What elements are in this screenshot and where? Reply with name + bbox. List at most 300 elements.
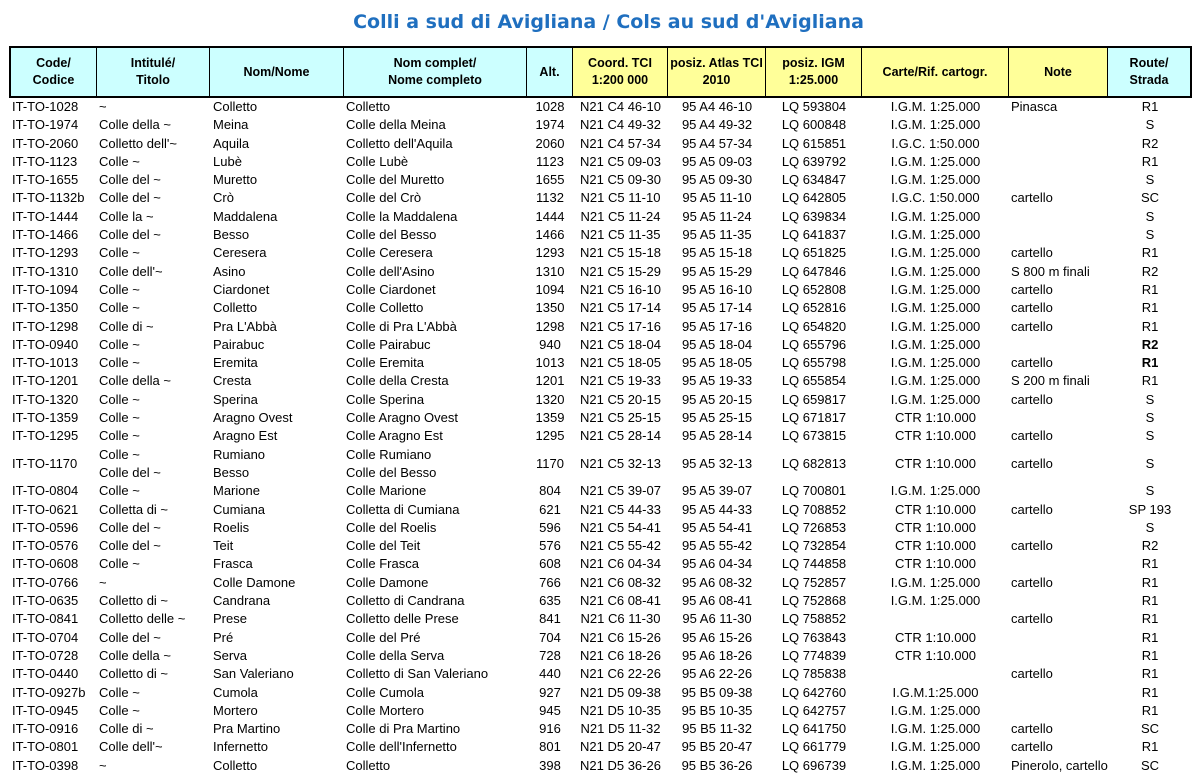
cell-strada: R2 <box>1141 263 1159 279</box>
cell-coord-tci: N21 D5 36-26 <box>580 757 661 773</box>
cell-titolo: Colle del ~ <box>99 519 161 535</box>
cell-igm: LQ 774839 <box>781 647 847 663</box>
column-header-coord-tci: Coord. TCI 1:200 000 <box>573 48 668 96</box>
cell-strada: S <box>1145 172 1155 188</box>
cell-atlas-tci: 95 A5 54-41 <box>681 519 753 535</box>
cell-atlas-tci: 95 A5 16-10 <box>681 281 753 297</box>
cell-alt: 1132 <box>536 190 564 206</box>
table-row <box>9 647 1192 665</box>
cell-atlas-tci: 95 A5 28-14 <box>681 428 753 444</box>
cell-nome: Crò <box>213 190 234 206</box>
cell-nome: Cresta <box>213 373 252 389</box>
cell-carta: CTR 1:10.000 <box>895 428 976 444</box>
table-row <box>9 226 1192 244</box>
cell-nome-completo: Colle Frasca <box>346 556 419 572</box>
cell-nome-completo: Colle Aragno Est <box>346 428 443 444</box>
cell-igm: LQ 647846 <box>781 263 847 279</box>
cell-nome-completo: Colle dell'Infernetto <box>346 739 457 755</box>
column-header-igm: posiz. IGM 1:25.000 <box>766 48 862 96</box>
cell-carta: CTR 1:10.000 <box>895 519 976 535</box>
cell-strada: R1 <box>1141 245 1159 261</box>
cell-carta: I.G.M. 1:25.000 <box>890 172 981 188</box>
cell-titolo: Colle ~ <box>99 355 140 371</box>
cell-atlas-tci: 95 A6 11-30 <box>682 611 752 627</box>
table-row <box>9 189 1192 207</box>
cell-carta: I.G.M. 1:25.000 <box>890 300 981 316</box>
cell-coord-tci: N21 C6 15-26 <box>580 629 661 645</box>
table-body <box>9 98 1192 775</box>
cell-coord-tci: N21 C6 18-26 <box>580 647 661 663</box>
cell-code: IT-TO-0440 <box>12 666 79 682</box>
cell-nome: Muretto <box>213 172 258 188</box>
cell-coord-tci: N21 C5 11-24 <box>580 208 661 224</box>
cell-igm: LQ 752868 <box>781 593 847 609</box>
cell-atlas-tci: 95 A5 39-07 <box>681 483 753 499</box>
cell-titolo: Colletto di ~ <box>99 593 169 609</box>
table-row <box>9 738 1192 756</box>
cell-nome: Ciardonet <box>213 281 270 297</box>
cell-code: IT-TO-0804 <box>12 483 79 499</box>
cell-code: IT-TO-1320 <box>12 391 79 407</box>
cell-titolo: Colletto delle ~ <box>99 611 186 627</box>
cell-titolo: Colle ~ <box>99 702 140 718</box>
cell-titolo: Colle ~ <box>99 281 140 297</box>
cell-alt: 596 <box>539 519 561 535</box>
cell-carta: I.G.C. 1:50.000 <box>891 135 980 151</box>
cell-atlas-tci: 95 A4 57-34 <box>681 135 753 151</box>
cell-code: IT-TO-0945 <box>12 702 79 718</box>
cell-strada: R1 <box>1141 99 1159 114</box>
cell-alt: 927 <box>539 684 561 700</box>
cell-nome: Meina <box>213 117 249 133</box>
cell-atlas-tci: 95 A5 44-33 <box>681 501 753 517</box>
cell-strada: S <box>1145 208 1155 224</box>
cell-code: IT-TO-1974 <box>12 117 79 133</box>
table-row <box>9 501 1192 519</box>
cell-igm: LQ 655798 <box>781 355 847 371</box>
cell-coord-tci: N21 C6 08-41 <box>580 593 661 609</box>
cell-nome-completo: Colletto <box>346 757 391 773</box>
cell-carta: I.G.M. 1:25.000 <box>890 373 981 389</box>
cell-alt: 801 <box>539 739 561 755</box>
table-row <box>9 299 1192 317</box>
cell-nome: Aragno Est <box>213 428 278 444</box>
table-row <box>9 336 1192 354</box>
cell-titolo: Colle ~ <box>99 684 140 700</box>
cell-note: cartello <box>1011 245 1053 261</box>
table-row <box>9 482 1192 500</box>
cell-nome: Colletto <box>213 99 258 114</box>
cell-strada: S <box>1145 391 1155 407</box>
cell-carta: I.G.M. 1:25.000 <box>890 757 981 773</box>
cell-alt: 1974 <box>535 117 565 133</box>
cell-note: cartello <box>1011 391 1053 407</box>
cell-nome: Pra Martino <box>213 721 281 737</box>
cell-carta: I.G.M.1:25.000 <box>892 684 979 700</box>
cell-nome-completo: Colle Ciardonet <box>346 281 436 297</box>
cell-code: IT-TO-1310 <box>12 263 79 279</box>
column-header-carta: Carte/Rif. cartogr. <box>862 48 1009 96</box>
cell-alt: 635 <box>539 593 561 609</box>
table-row <box>9 171 1192 189</box>
column-header-nome: Nom/Nome <box>210 48 344 96</box>
cell-nome: Pairabuc <box>213 336 265 352</box>
cell-code: IT-TO-1094 <box>12 281 79 297</box>
cell-coord-tci: N21 D5 20-47 <box>580 739 661 755</box>
cell-coord-tci: N21 C5 11-35 <box>580 227 661 243</box>
cell-igm: LQ 744858 <box>781 556 847 572</box>
cell-coord-tci: N21 C5 09-30 <box>580 172 661 188</box>
column-header-code: Code/ Codice <box>11 48 97 96</box>
cell-titolo: Colle ~ <box>99 300 140 316</box>
cell-coord-tci: N21 C6 11-30 <box>580 611 661 627</box>
cell-nome: Prese <box>213 611 247 627</box>
cell-atlas-tci: 95 A5 55-42 <box>681 538 753 554</box>
cell-nome: Besso <box>213 227 250 243</box>
cell-strada: S <box>1145 483 1155 499</box>
cell-alt: 1170 <box>536 455 564 471</box>
cell-igm: LQ 726853 <box>781 519 847 535</box>
cell-titolo: Colle ~ Colle del ~ <box>99 446 161 480</box>
table-row <box>9 665 1192 683</box>
cell-nome-completo: Colle Lubè <box>346 153 409 169</box>
cell-titolo: Colle ~ <box>99 245 140 261</box>
cell-titolo: Colle di ~ <box>99 318 154 334</box>
cell-nome-completo: Colletto delle Prese <box>346 611 459 627</box>
cell-alt: 1293 <box>535 245 565 261</box>
cell-coord-tci: N21 C5 09-03 <box>580 153 661 169</box>
table-row <box>9 244 1192 262</box>
cell-igm: LQ 600848 <box>781 117 847 133</box>
cell-coord-tci: N21 D5 09-38 <box>580 684 661 700</box>
cell-atlas-tci: 95 B5 11-32 <box>682 721 752 737</box>
cell-coord-tci: N21 C5 18-05 <box>580 355 661 371</box>
table-row <box>9 629 1192 647</box>
cell-nome-completo: Colle Ceresera <box>346 245 433 261</box>
cell-nome-completo: Colle Mortero <box>346 702 425 718</box>
cell-coord-tci: N21 C4 46-10 <box>580 99 661 114</box>
cell-igm: LQ 682813 <box>781 455 847 471</box>
cell-carta: I.G.M. 1:25.000 <box>890 574 981 590</box>
cell-note: cartello <box>1011 428 1053 444</box>
cell-nome: Pré <box>213 629 234 645</box>
cell-carta: CTR 1:10.000 <box>895 501 976 517</box>
cell-titolo: Colle del ~ <box>99 629 161 645</box>
cell-code: IT-TO-0801 <box>12 739 79 755</box>
cell-note: cartello <box>1011 739 1053 755</box>
cell-titolo: Colle della ~ <box>99 647 171 663</box>
cell-titolo: Colletto dell'~ <box>99 135 177 151</box>
cell-nome: Aragno Ovest <box>213 410 293 426</box>
cell-alt: 804 <box>539 483 561 499</box>
cell-atlas-tci: 95 A6 04-34 <box>681 556 753 572</box>
cell-carta: I.G.M. 1:25.000 <box>890 391 981 407</box>
cell-note: cartello <box>1011 190 1053 206</box>
cell-alt: 1359 <box>535 410 565 426</box>
cell-code: IT-TO-1444 <box>12 208 79 224</box>
cell-coord-tci: N21 D5 11-32 <box>580 721 661 737</box>
cell-code: IT-TO-1028 <box>12 99 79 114</box>
cell-titolo: Colle ~ <box>99 391 140 407</box>
cell-atlas-tci: 95 A5 17-14 <box>681 300 753 316</box>
cell-nome-completo: Colle Damone <box>346 574 429 590</box>
cell-nome: Frasca <box>213 556 253 572</box>
cell-nome: Infernetto <box>213 739 268 755</box>
cell-coord-tci: N21 C5 32-13 <box>580 455 661 471</box>
column-header-strada: Route/ Strada <box>1108 48 1190 96</box>
cell-atlas-tci: 95 B5 20-47 <box>681 739 753 755</box>
table-row <box>9 318 1192 336</box>
cell-titolo: Colle dell'~ <box>99 263 163 279</box>
cell-nome-completo: Colle Colletto <box>346 300 424 316</box>
cell-igm: LQ 763843 <box>781 629 847 645</box>
cell-carta: CTR 1:10.000 <box>895 410 976 426</box>
cell-atlas-tci: 95 A6 08-32 <box>681 574 753 590</box>
cell-titolo: Colle dell'~ <box>99 739 163 755</box>
cell-alt: 2060 <box>535 135 565 151</box>
cell-alt: 704 <box>539 629 561 645</box>
cell-strada: R1 <box>1141 684 1159 700</box>
cell-coord-tci: N21 C5 17-16 <box>580 318 661 334</box>
cell-nome: Cumiana <box>213 501 266 517</box>
cell-nome-completo: Colletto <box>346 99 391 114</box>
cell-igm: LQ 732854 <box>781 538 847 554</box>
cell-nome-completo: Colle Sperina <box>346 391 425 407</box>
cell-nome: Sperina <box>213 391 258 407</box>
cell-strada: R2 <box>1141 538 1159 554</box>
cell-alt: 398 <box>539 757 561 773</box>
cell-nome: Colletto <box>213 757 258 773</box>
cell-alt: 916 <box>539 721 561 737</box>
cell-nome: Eremita <box>213 355 258 371</box>
page-title: Colli a sud di Avigliana / Cols au sud d'Avigliana <box>353 11 864 33</box>
table-row <box>9 98 1192 116</box>
cell-alt: 1094 <box>535 281 565 297</box>
cell-carta: CTR 1:10.000 <box>895 556 976 572</box>
table-row <box>9 555 1192 573</box>
cell-strada: R1 <box>1141 647 1159 663</box>
table-row <box>9 757 1192 775</box>
cell-nome: Marione <box>213 483 260 499</box>
cell-alt: 1466 <box>535 227 565 243</box>
table-row <box>9 446 1192 483</box>
cell-titolo: Colletta di ~ <box>99 501 169 517</box>
cell-note: Pinasca <box>1011 99 1058 114</box>
cell-code: IT-TO-0940 <box>12 336 79 352</box>
cell-titolo: Colle di ~ <box>99 721 154 737</box>
cell-atlas-tci: 95 A5 09-03 <box>681 153 753 169</box>
cell-igm: LQ 671817 <box>781 410 847 426</box>
cell-code: IT-TO-1013 <box>12 355 79 371</box>
cell-igm: LQ 593804 <box>781 99 847 114</box>
cell-strada: S <box>1145 227 1155 243</box>
cell-strada: R1 <box>1141 739 1159 755</box>
cell-nome: Colle Damone <box>213 574 296 590</box>
cell-alt: 1655 <box>535 172 565 188</box>
cell-strada: R1 <box>1141 666 1159 682</box>
cell-atlas-tci: 95 A5 20-15 <box>681 391 753 407</box>
cell-strada: S <box>1145 519 1155 535</box>
table-row <box>9 116 1192 134</box>
cell-strada: R1 <box>1141 629 1159 645</box>
cell-strada: SC <box>1140 757 1160 773</box>
table-row <box>9 610 1192 628</box>
cell-carta: CTR 1:10.000 <box>895 629 976 645</box>
cell-coord-tci: N21 C5 15-18 <box>580 245 661 261</box>
cell-nome: San Valeriano <box>213 666 294 682</box>
cell-nome-completo: Colle Pairabuc <box>346 336 431 352</box>
cell-nome: Roelis <box>213 519 250 535</box>
table-header <box>9 46 1192 98</box>
cell-strada: R2 <box>1141 336 1159 352</box>
cell-code: IT-TO-0398 <box>12 757 79 773</box>
cell-igm: LQ 659817 <box>781 391 847 407</box>
cell-igm: LQ 652808 <box>781 281 847 297</box>
cell-note: S 800 m finali <box>1011 263 1090 279</box>
cell-strada: R1 <box>1141 593 1159 609</box>
cell-alt: 1123 <box>536 153 564 169</box>
cell-atlas-tci: 95 B5 36-26 <box>681 757 753 773</box>
cell-igm: LQ 654820 <box>781 318 847 334</box>
cell-code: IT-TO-1655 <box>12 172 79 188</box>
cell-atlas-tci: 95 B5 10-35 <box>681 702 753 718</box>
cell-alt: 728 <box>539 647 561 663</box>
cell-atlas-tci: 95 A5 32-13 <box>681 455 753 471</box>
cell-carta: I.G.M. 1:25.000 <box>890 263 981 279</box>
table-row <box>9 135 1192 153</box>
table-row <box>9 208 1192 226</box>
table-row <box>9 592 1192 610</box>
cell-igm: LQ 700801 <box>781 483 847 499</box>
cell-note: cartello <box>1011 355 1053 371</box>
cell-strada: R1 <box>1141 574 1159 590</box>
cell-igm: LQ 642805 <box>781 190 847 206</box>
cell-igm: LQ 661779 <box>781 739 847 755</box>
cell-titolo: Colle la ~ <box>99 208 154 224</box>
cell-coord-tci: N21 C5 39-07 <box>580 483 661 499</box>
cell-igm: LQ 673815 <box>781 428 847 444</box>
cell-strada: R1 <box>1141 153 1159 169</box>
column-header-alt: Alt. <box>527 48 573 96</box>
cell-nome: Mortero <box>213 702 258 718</box>
cell-strada: R1 <box>1141 373 1159 389</box>
cell-note: cartello <box>1011 455 1053 471</box>
cell-nome-completo: Colletta di Cumiana <box>346 501 460 517</box>
cell-atlas-tci: 95 A5 17-16 <box>681 318 753 334</box>
table-row <box>9 720 1192 738</box>
cell-igm: LQ 639834 <box>781 208 847 224</box>
cell-carta: I.G.C. 1:50.000 <box>891 190 980 206</box>
cell-code: IT-TO-1350 <box>12 300 79 316</box>
cell-carta: CTR 1:10.000 <box>895 647 976 663</box>
cell-nome: Maddalena <box>213 208 278 224</box>
cell-note: S 200 m finali <box>1011 373 1090 389</box>
cell-nome: Candrana <box>213 593 271 609</box>
cell-coord-tci: N21 D5 10-35 <box>580 702 661 718</box>
cell-nome-completo: Colle Eremita <box>346 355 425 371</box>
cell-nome-completo: Colletto dell'Aquila <box>346 135 453 151</box>
cell-igm: LQ 639792 <box>781 153 847 169</box>
cell-nome-completo: Colle di Pra L'Abbà <box>346 318 457 334</box>
cell-coord-tci: N21 C6 22-26 <box>580 666 661 682</box>
cell-nome: Asino <box>213 263 246 279</box>
cell-nome: Teit <box>213 538 234 554</box>
cell-coord-tci: N21 C5 25-15 <box>580 410 661 426</box>
cell-alt: 1013 <box>535 355 565 371</box>
cell-carta: I.G.M. 1:25.000 <box>890 208 981 224</box>
cell-titolo: Colle ~ <box>99 336 140 352</box>
cell-code: IT-TO-2060 <box>12 135 79 151</box>
cell-atlas-tci: 95 A5 09-30 <box>681 172 753 188</box>
cell-titolo: Colle della ~ <box>99 373 171 389</box>
cell-alt: 940 <box>539 336 561 352</box>
cell-titolo: Colletto di ~ <box>99 666 169 682</box>
cell-coord-tci: N21 C5 20-15 <box>580 391 661 407</box>
cell-titolo: ~ <box>99 757 107 773</box>
cell-atlas-tci: 95 A5 11-24 <box>682 208 752 224</box>
table-row <box>9 263 1192 281</box>
cell-carta: I.G.M. 1:25.000 <box>890 355 981 371</box>
cell-coord-tci: N21 C4 57-34 <box>580 135 661 151</box>
cell-note: cartello <box>1011 501 1053 517</box>
cell-code: IT-TO-1293 <box>12 245 79 261</box>
cell-carta: I.G.M. 1:25.000 <box>890 153 981 169</box>
cell-nome-completo: Colle della Meina <box>346 117 446 133</box>
cell-atlas-tci: 95 A5 18-05 <box>681 355 753 371</box>
cell-alt: 1298 <box>535 318 565 334</box>
cell-alt: 1320 <box>535 391 565 407</box>
cell-alt: 1028 <box>535 99 565 114</box>
cell-igm: LQ 655854 <box>781 373 847 389</box>
cell-note: cartello <box>1011 538 1053 554</box>
cell-strada: R1 <box>1141 556 1159 572</box>
cell-carta: I.G.M. 1:25.000 <box>890 318 981 334</box>
cell-titolo: Colle ~ <box>99 556 140 572</box>
cell-atlas-tci: 95 A5 15-18 <box>681 245 753 261</box>
cell-nome-completo: Colle del Muretto <box>346 172 445 188</box>
cell-code: IT-TO-0927b <box>12 684 86 700</box>
column-header-titolo: Intitulé/ Titolo <box>97 48 210 96</box>
cell-atlas-tci: 95 A5 19-33 <box>681 373 753 389</box>
cell-igm: LQ 615851 <box>781 135 847 151</box>
cell-note: cartello <box>1011 300 1053 316</box>
cell-titolo: ~ <box>99 574 107 590</box>
cell-code: IT-TO-0635 <box>12 593 79 609</box>
column-header-atlas-tci: posiz. Atlas TCI 2010 <box>668 48 766 96</box>
cell-carta: I.G.M. 1:25.000 <box>890 702 981 718</box>
cell-strada: R1 <box>1141 702 1159 718</box>
cell-note: cartello <box>1011 318 1053 334</box>
cell-igm: LQ 758852 <box>781 611 847 627</box>
cell-strada: R2 <box>1141 135 1159 151</box>
cell-igm: LQ 651825 <box>781 245 847 261</box>
cell-nome-completo: Colle la Maddalena <box>346 208 458 224</box>
cell-titolo: Colle ~ <box>99 153 140 169</box>
cell-note: cartello <box>1011 281 1053 297</box>
cell-alt: 576 <box>539 538 561 554</box>
table-row <box>9 281 1192 299</box>
table-row <box>9 427 1192 445</box>
cell-strada: S <box>1145 410 1155 426</box>
cell-code: IT-TO-0704 <box>12 629 79 645</box>
cell-nome-completo: Colle del Roelis <box>346 519 437 535</box>
cell-strada: R1 <box>1141 300 1159 316</box>
cell-nome: Aquila <box>213 135 250 151</box>
column-header-note: Note <box>1009 48 1108 96</box>
cell-strada: R1 <box>1141 611 1159 627</box>
cell-strada: S <box>1145 428 1155 444</box>
cell-code: IT-TO-0841 <box>12 611 79 627</box>
